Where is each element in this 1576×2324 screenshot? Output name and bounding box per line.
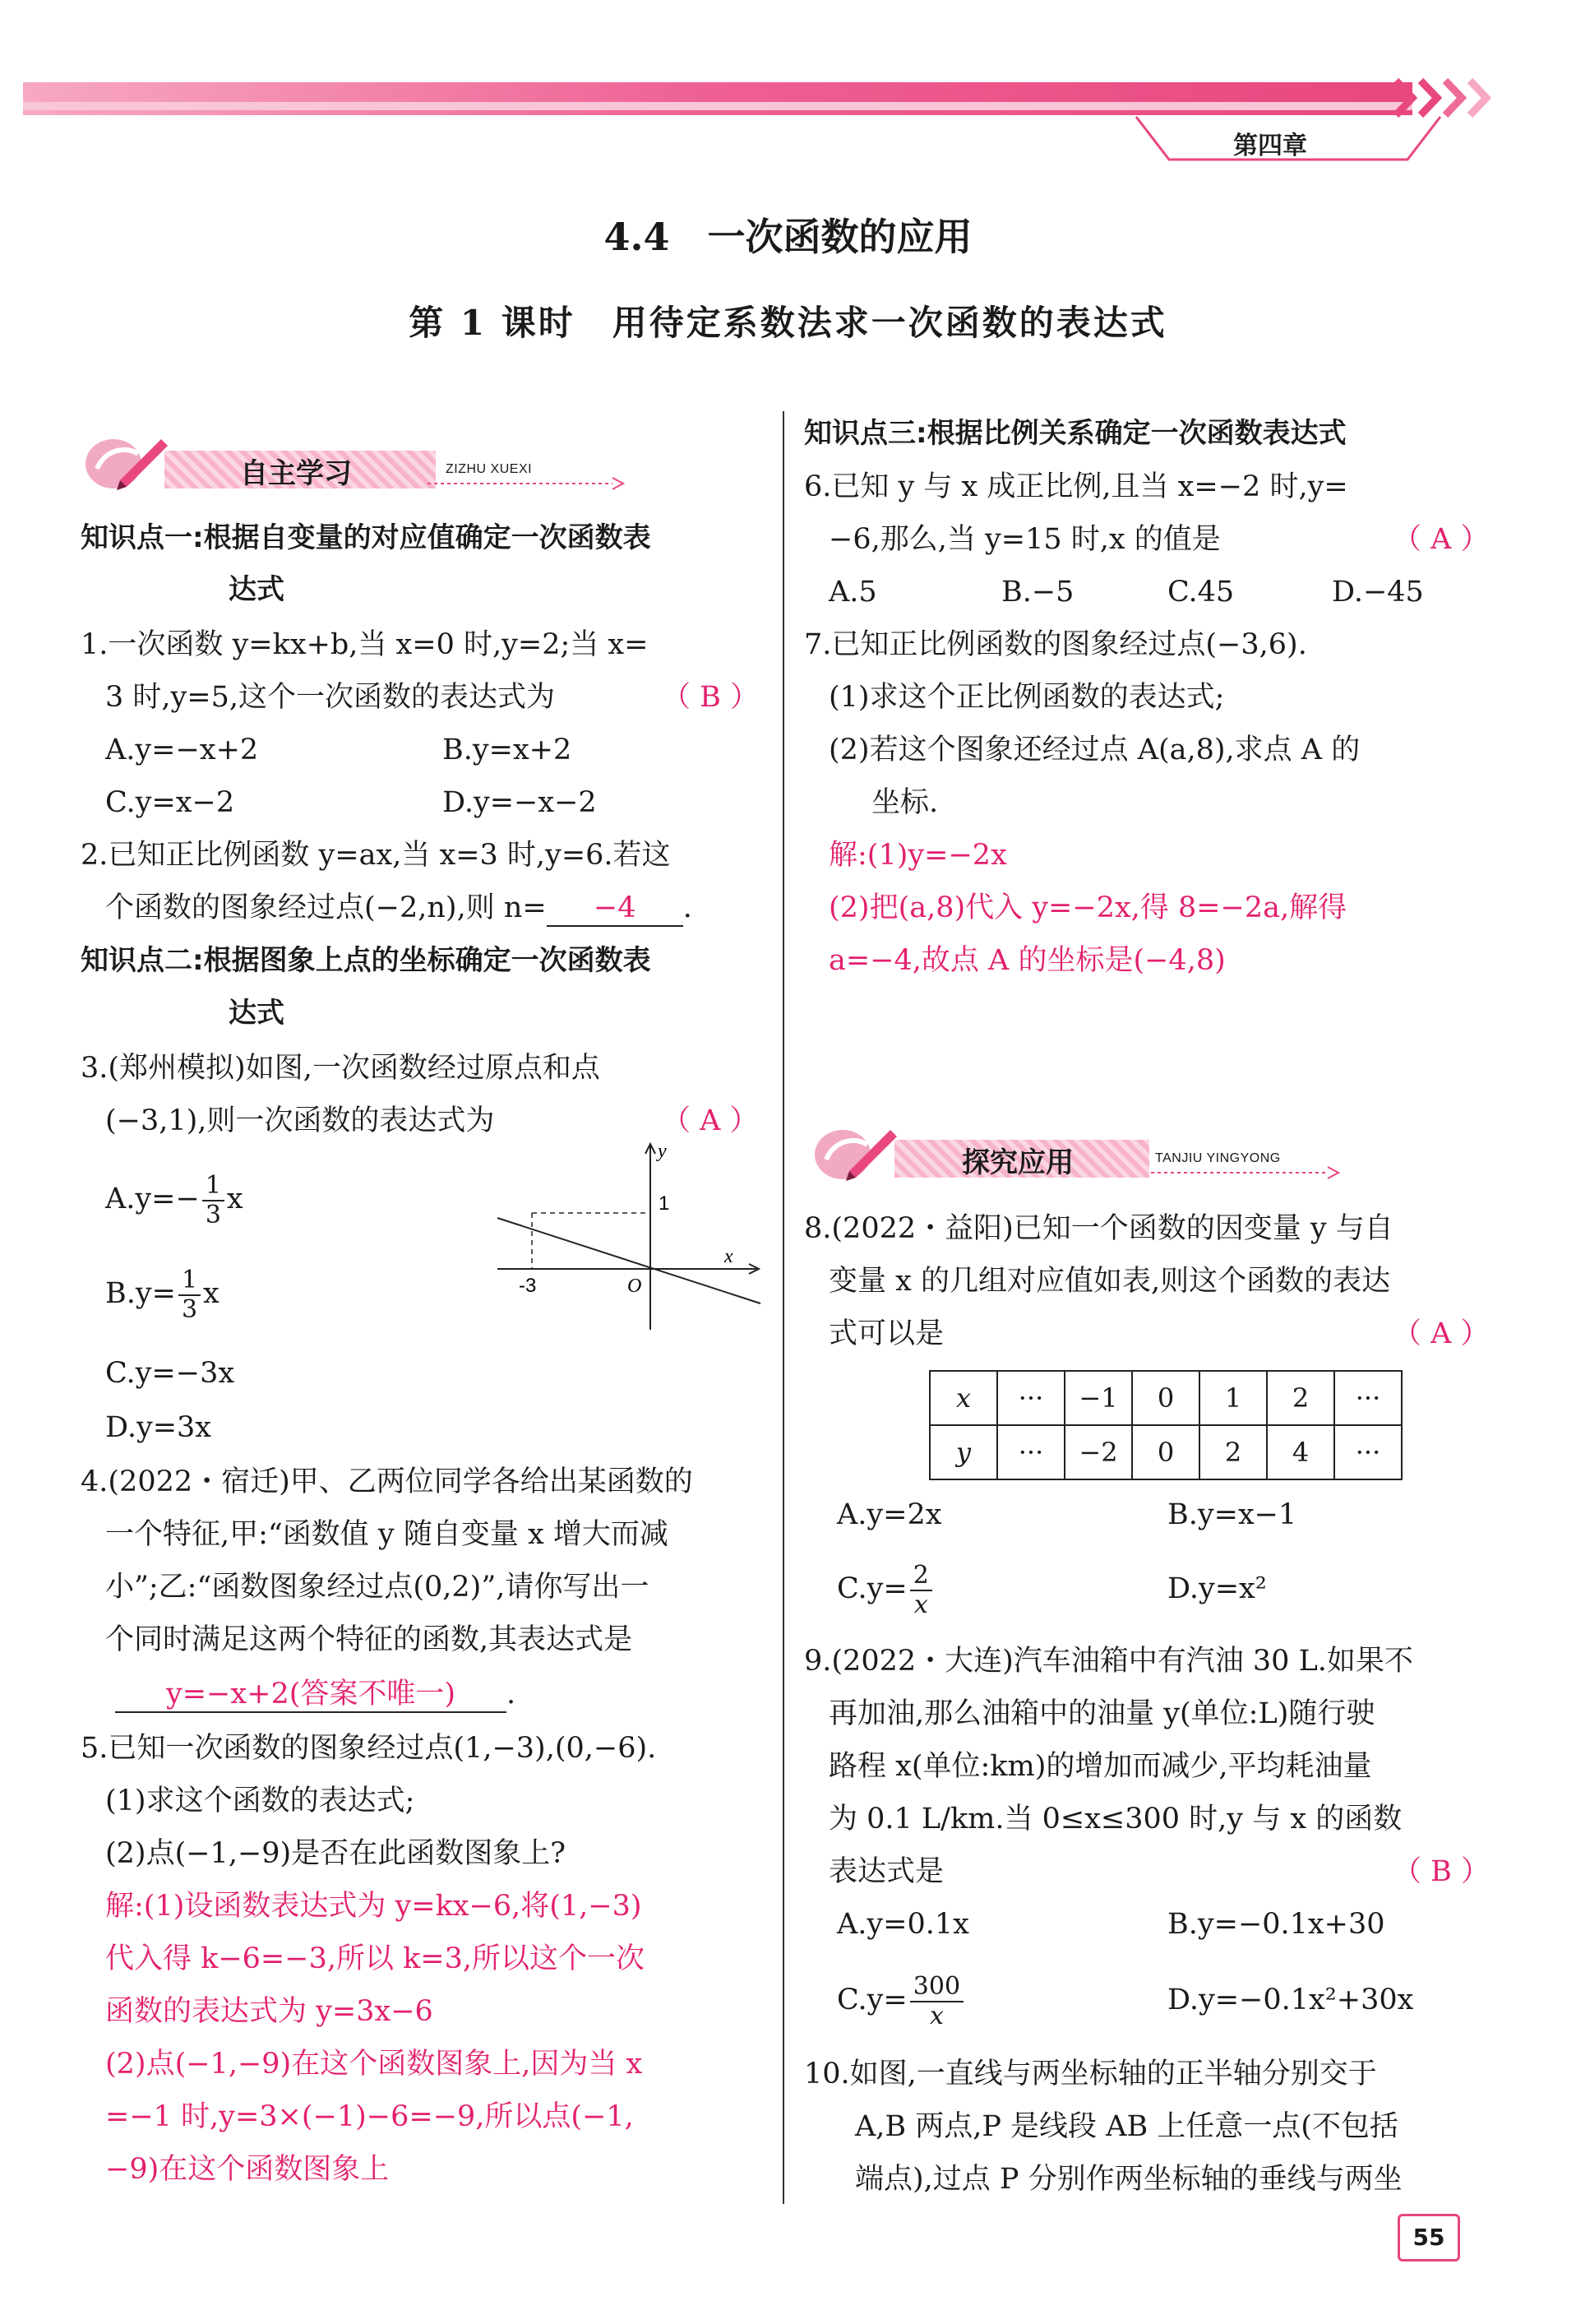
explore-pinyin: TANJIU YINGYONG	[1155, 1151, 1281, 1165]
q8-line-b: 变量 x 的几组对应值如表,则这个函数的表达	[829, 1265, 1391, 1298]
q3-option-d: D.y=3x	[105, 1411, 212, 1444]
kp3-heading: 知识点三:根据比例关系确定一次函数表达式	[804, 417, 1347, 450]
q7-line-d: 坐标.	[871, 786, 939, 819]
q3-a-suffix: x	[226, 1183, 243, 1215]
q10-line-a: 10.如图,一直线与两坐标轴的正半轴分别交于	[804, 2058, 1377, 2090]
q4-blank: y=−x+2(答案不唯一)	[115, 1677, 506, 1713]
q8-option-b: B.y=x−1	[1167, 1498, 1297, 1531]
value-table	[929, 1370, 1403, 1480]
q8-line-a: 8.(2022・益阳)已知一个函数的因变量 y 与自	[804, 1212, 1393, 1245]
q3-a-denominator: 3	[205, 1200, 221, 1229]
q7-line-b: (1)求这个正比例函数的表达式;	[829, 681, 1225, 714]
page-number: 55	[1398, 2214, 1460, 2262]
q9-option-d: D.y=−0.1x²+30x	[1167, 1984, 1414, 2016]
q1-answer: （ B ）	[662, 681, 759, 714]
graph-y-label: y	[658, 1141, 667, 1162]
table-cell: −2	[1065, 1425, 1132, 1479]
header-chevron-icon	[1389, 76, 1504, 120]
q8-option-d: D.y=x²	[1167, 1572, 1267, 1605]
q8-c-denominator: x	[913, 1590, 928, 1619]
q5-solution-6: −9)在这个函数图象上	[105, 2153, 390, 2186]
q9-answer: （ B ）	[1393, 1855, 1490, 1888]
q6-option-a: A.5	[829, 576, 877, 609]
pen-icon	[81, 429, 171, 495]
q1-option-d: D.y=−x−2	[442, 786, 597, 819]
table-row	[930, 1425, 1402, 1479]
kp1-line-a: 知识点一:根据自变量的对应值确定一次函数表	[81, 521, 651, 554]
explore-label: 探究应用	[962, 1146, 1074, 1179]
q3-option-b	[105, 1261, 220, 1326]
q8-c-prefix: C.y=	[837, 1572, 908, 1605]
kp2-line-a: 知识点二:根据图象上点的坐标确定一次函数表	[81, 944, 651, 977]
q1-line-a: 1.一次函数 y=kx+b,当 x=0 时,y=2;当 x=	[81, 628, 649, 661]
q3-a-fraction	[202, 1172, 224, 1229]
dotted-arrow-icon	[428, 475, 633, 492]
q3-line-b: (−3,1),则一次函数的表达式为	[105, 1104, 495, 1137]
dotted-arrow-icon-2	[1151, 1164, 1348, 1181]
q2-end: .	[682, 891, 692, 924]
q5-solution-2: 代入得 k−6=−3,所以 k=3,所以这个一次	[105, 1942, 645, 1975]
pen-icon-2	[810, 1120, 900, 1186]
header-stripe-light	[23, 102, 1412, 110]
q6-line-a: 6.已知 y 与 x 成正比例,且当 x=−2 时,y=	[804, 470, 1348, 503]
q9-option-c	[837, 1967, 966, 2033]
column-divider	[783, 411, 784, 2204]
self-study-label: 自主学习	[240, 457, 352, 490]
q8-answer: （ A ）	[1393, 1317, 1490, 1350]
q2-blank: −4	[547, 891, 683, 927]
q2-line-b: 个函数的图象经过点(−2,n),则 n=	[105, 891, 547, 924]
graph-origin-label: O	[627, 1275, 642, 1297]
table-cell: 2	[1267, 1371, 1334, 1425]
q9-line-d: 为 0.1 L/km.当 0≤x≤300 时,y 与 x 的函数	[829, 1803, 1403, 1836]
q8-c-numerator: 2	[910, 1562, 932, 1591]
q6-option-b: B.−5	[1001, 576, 1075, 609]
q3-answer: （ A ）	[662, 1104, 759, 1137]
q3-b-denominator: 3	[181, 1294, 198, 1324]
q5-solution-4: (2)点(−1,−9)在这个函数图象上,因为当 x	[105, 2048, 643, 2081]
q9-line-e: 表达式是	[829, 1855, 945, 1888]
q1-option-b: B.y=x+2	[442, 734, 572, 766]
q3-option-c: C.y=−3x	[105, 1357, 235, 1390]
q3-a-numerator: 1	[202, 1172, 224, 1201]
q7-solution-2: (2)把(a,8)代入 y=−2x,得 8=−2a,解得	[829, 891, 1347, 924]
q8-option-c	[837, 1556, 935, 1622]
q4-blank-row	[115, 1674, 515, 1714]
lesson-title: 第 1 课时 用待定系数法求一次函数的表达式	[409, 303, 1167, 343]
q10-line-b: A,B 两点,P 是线段 AB 上任意一点(不包括	[855, 2110, 1398, 2143]
table-cell: ···	[1334, 1371, 1402, 1425]
q9-c-fraction	[910, 1973, 964, 2030]
table-cell: 1	[1199, 1371, 1267, 1425]
table-cell: −1	[1065, 1371, 1132, 1425]
q1-line-b: 3 时,y=5,这个一次函数的表达式为	[105, 681, 556, 714]
q4-line-a: 4.(2022・宿迁)甲、乙两位同学各给出某函数的	[81, 1465, 693, 1498]
q4-end: .	[506, 1678, 516, 1711]
q9-option-a: A.y=0.1x	[837, 1908, 969, 1941]
q8-c-fraction	[910, 1562, 932, 1619]
chapter-label: 第四章	[1233, 132, 1307, 160]
q3-b-numerator: 1	[178, 1266, 201, 1296]
q7-line-a: 7.已知正比例函数的图象经过点(−3,6).	[804, 628, 1307, 661]
q4-line-b: 一个特征,甲:“函数值 y 随自变量 x 增大而减	[105, 1518, 668, 1551]
q2-line-b-row	[105, 888, 692, 928]
q5-line-b: (1)求这个函数的表达式;	[105, 1785, 415, 1817]
q8-option-a: A.y=2x	[837, 1498, 942, 1531]
table-cell: x	[930, 1371, 997, 1425]
section-title: 4.4 一次函数的应用	[603, 215, 973, 259]
q6-line-b: −6,那么,当 y=15 时,x 的值是	[829, 523, 1221, 556]
q3-line-a: 3.(郑州模拟)如图,一次函数经过原点和点	[81, 1052, 600, 1085]
table-cell: y	[930, 1425, 997, 1479]
q8-line-c: 式可以是	[829, 1317, 945, 1350]
q9-line-a: 9.(2022・大连)汽车油箱中有汽油 30 L.如果不	[804, 1645, 1413, 1678]
q6-option-c: C.45	[1167, 576, 1235, 609]
table-cell: 0	[1132, 1425, 1199, 1479]
q3-b-fraction	[178, 1266, 201, 1324]
q2-line-a: 2.已知正比例函数 y=ax,当 x=3 时,y=6.若这	[81, 839, 671, 872]
header-stripe	[23, 82, 1412, 115]
table-cell: 2	[1199, 1425, 1267, 1479]
q5-solution-5: =−1 时,y=3×(−1)−6=−9,所以点(−1,	[105, 2100, 634, 2133]
q7-solution-1: 解:(1)y=−2x	[829, 839, 1007, 872]
graph-tick-y: 1	[659, 1192, 670, 1215]
q6-option-d: D.−45	[1332, 576, 1424, 609]
graph-tick-x: -3	[519, 1275, 537, 1297]
table-cell: ···	[997, 1425, 1065, 1479]
graph-x-label: x	[724, 1246, 733, 1267]
q7-line-c: (2)若这个图象还经过点 A(a,8),求点 A 的	[829, 734, 1361, 766]
q7-solution-3: a=−4,故点 A 的坐标是(−4,8)	[829, 944, 1226, 977]
q6-answer: （ A ）	[1393, 523, 1490, 556]
table-cell: ···	[1334, 1425, 1402, 1479]
table-cell: 0	[1132, 1371, 1199, 1425]
kp1-line-b: 达式	[229, 573, 284, 606]
q4-line-c: 小”;乙:“函数图象经过点(0,2)”,请你写出一	[105, 1571, 649, 1604]
q9-line-b: 再加油,那么油箱中的油量 y(单位:L)随行驶	[829, 1697, 1375, 1730]
table-cell: ···	[997, 1371, 1065, 1425]
q3-b-suffix: x	[203, 1277, 220, 1310]
q5-line-c: (2)点(−1,−9)是否在此函数图象上?	[105, 1837, 566, 1870]
q5-solution-3: 函数的表达式为 y=3x−6	[105, 1995, 433, 2028]
kp2-line-b: 达式	[229, 997, 284, 1030]
q1-option-c: C.y=x−2	[105, 786, 235, 819]
q3-graph	[489, 1139, 769, 1336]
table-cell: 4	[1267, 1425, 1334, 1479]
q3-option-a	[105, 1166, 243, 1232]
q9-line-c: 路程 x(单位:km)的增加而减少,平均耗油量	[829, 1750, 1372, 1783]
q5-line-a: 5.已知一次函数的图象经过点(1,−3),(0,−6).	[81, 1732, 657, 1765]
table-row	[930, 1371, 1402, 1425]
q5-solution-1: 解:(1)设函数表达式为 y=kx−6,将(1,−3)	[105, 1890, 642, 1923]
q9-c-prefix: C.y=	[837, 1984, 908, 2016]
q9-c-denominator: x	[929, 2001, 944, 2030]
q10-line-c: 端点),过点 P 分别作两坐标轴的垂线与两坐	[855, 2163, 1403, 2196]
q9-option-b: B.y=−0.1x+30	[1167, 1908, 1385, 1941]
q3-b-prefix: B.y=	[105, 1277, 176, 1310]
q4-line-d: 个同时满足这两个特征的函数,其表达式是	[105, 1623, 633, 1656]
q9-c-numerator: 300	[910, 1973, 964, 2002]
q1-option-a: A.y=−x+2	[105, 734, 259, 766]
self-study-pinyin: ZIZHU XUEXI	[446, 462, 533, 476]
q3-a-prefix: A.y=−	[105, 1183, 200, 1215]
